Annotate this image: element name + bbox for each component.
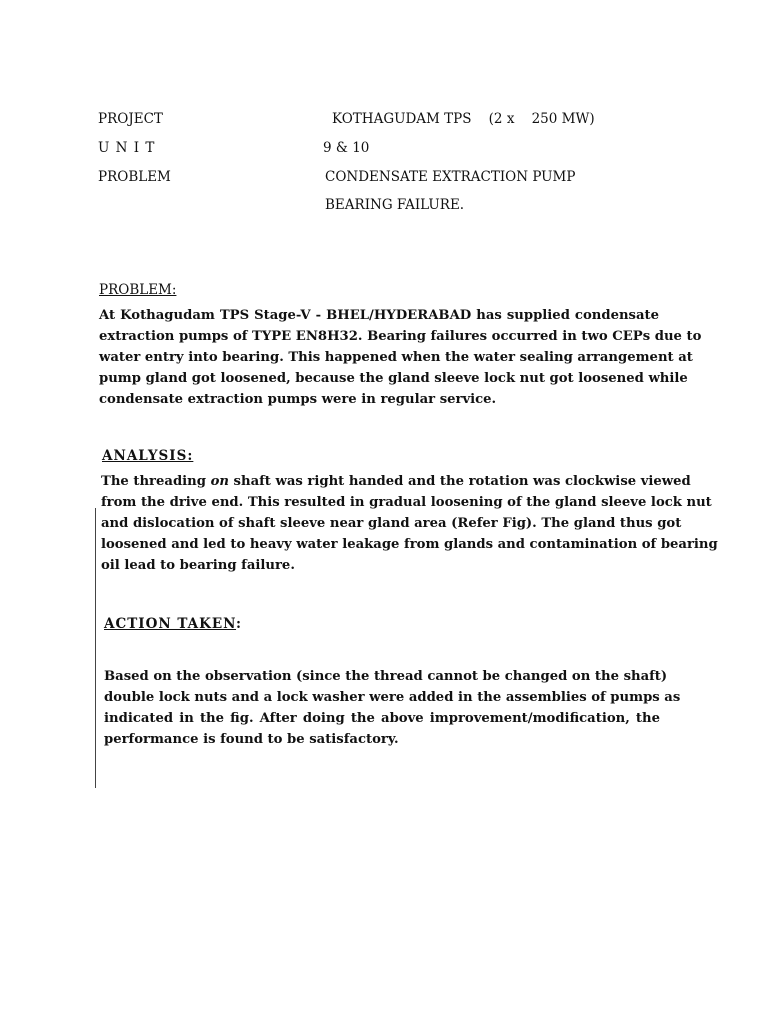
analysis-line: oil lead to bearing failure. [101, 558, 295, 573]
analysis-line: from the drive end. This resulted in gradual loosening of the gland sleeve lock nut [101, 495, 712, 510]
action-paragraph [104, 666, 681, 750]
project-label: PROJECT [98, 111, 163, 127]
project-value: KOTHAGUDAM TPS (2 x 250 MW) [332, 111, 595, 127]
unit-value: 9 & 10 [323, 140, 370, 156]
action-heading-text: ACTION TAKEN [104, 616, 237, 632]
analysis-line1-after: shaft was right handed and the rotation was clockwise viewed [228, 474, 691, 489]
problem-line: extraction pumps of TYPE EN8H32. Bearing failures occurred in two CEPs due to [99, 329, 702, 344]
problem-value-line1: CONDENSATE EXTRACTION PUMP [325, 169, 576, 185]
action-line: Based on the observation (since the thread cannot be changed on the shaft) [104, 669, 668, 684]
analysis-paragraph [101, 471, 718, 576]
problem-paragraph [99, 305, 702, 410]
analysis-line1-emphasis: on [210, 474, 229, 489]
analysis-line: loosened and led to heavy water leakage from glands and contamination of bearing [101, 537, 718, 552]
problem-value-line2: BEARING FAILURE. [325, 197, 465, 213]
unit-label: U N I T [98, 140, 156, 156]
problem-line: pump gland got loosened, because the gland sleeve lock nut got loosened while [99, 371, 688, 386]
action-heading-colon: : [236, 616, 243, 632]
margin-rule [95, 508, 96, 788]
analysis-line1-before: The threading [101, 474, 211, 489]
analysis-line: and dislocation of shaft sleeve near gland area (Refer Fig). The gland thus got [101, 516, 682, 531]
problem-label: PROBLEM [98, 169, 171, 185]
action-line: performance is found to be satisfactory. [104, 732, 399, 747]
problem-line: At Kothagudam TPS Stage-V - BHEL/HYDERABAD has supplied condensate [99, 308, 659, 323]
action-line: indicated in the fig. After doing the above improvement/modification, the [104, 711, 660, 726]
action-heading [104, 616, 242, 632]
analysis-line [101, 471, 691, 492]
problem-line: condensate extraction pumps were in regular service. [99, 392, 497, 407]
analysis-heading: ANALYSIS: [102, 448, 194, 464]
action-line: double lock nuts and a lock washer were added in the assemblies of pumps as [104, 690, 681, 705]
problem-line: water entry into bearing. This happened when the water sealing arrangement at [99, 350, 693, 365]
problem-heading: PROBLEM: [99, 282, 177, 298]
